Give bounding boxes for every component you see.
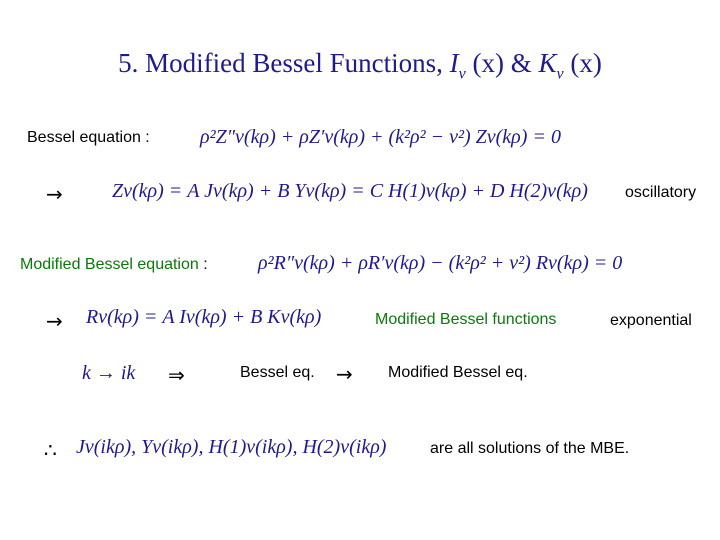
title-ampersand: & [503, 48, 539, 78]
page-title [0, 48, 720, 83]
therefore-icon: ∴ [44, 438, 57, 462]
title-prefix: 5. Modified Bessel Functions, [118, 48, 450, 78]
title-arg-1: (x) [465, 48, 504, 78]
k-to-ik-substitution: k → ik [82, 362, 136, 384]
right-arrow-icon: → [46, 182, 63, 206]
implies-icon: ⇒ [168, 363, 185, 387]
oscillatory-label: oscillatory [625, 184, 697, 201]
bessel-equation: ρ²Z″ν(kρ) + ρZ′ν(kρ) + (k²ρ² − ν²) Zν(kρ) = 0 [200, 126, 561, 148]
bessel-general-solution: Zν(kρ) = A Jν(kρ) + B Yν(kρ) = C H(1)ν(kρ) + D H(2)ν(kρ) [112, 180, 588, 202]
modified-bessel-equation: ρ²R″ν(kρ) + ρR′ν(kρ) − (k²ρ² + ν²) Rν(kρ) = 0 [258, 252, 623, 274]
exponential-label: exponential [610, 312, 692, 329]
bessel-eq-short-label: Bessel eq. [240, 364, 315, 381]
modified-bessel-equation-label [20, 256, 208, 274]
right-arrow-icon-2: → [46, 309, 63, 333]
right-arrow-icon-3: → [336, 362, 353, 386]
title-nu-subscript-1: ν [458, 65, 466, 83]
modified-bessel-functions-label: Modified Bessel functions [375, 311, 557, 328]
title-arg-2: (x) [563, 48, 602, 78]
title-k-symbol: K [538, 48, 557, 78]
title-i-symbol: I [449, 48, 459, 78]
modified-bessel-general-solution: Rν(kρ) = A Iν(kρ) + B Kν(kρ) [86, 306, 322, 328]
modified-bessel-eq-short-label: Modified Bessel eq. [388, 364, 528, 381]
bessel-equation-label: Bessel equation : [27, 129, 150, 146]
solutions-list: Jν(ikρ), Yν(ikρ), H(1)ν(ikρ), H(2)ν(ikρ) [76, 436, 387, 458]
modified-bessel-equation-label-colon: : [198, 256, 208, 273]
title-nu-subscript-2: ν [556, 65, 564, 83]
modified-bessel-equation-label-main: Modified Bessel equation [20, 256, 199, 273]
conclusion-text: are all solutions of the MBE. [430, 440, 630, 457]
